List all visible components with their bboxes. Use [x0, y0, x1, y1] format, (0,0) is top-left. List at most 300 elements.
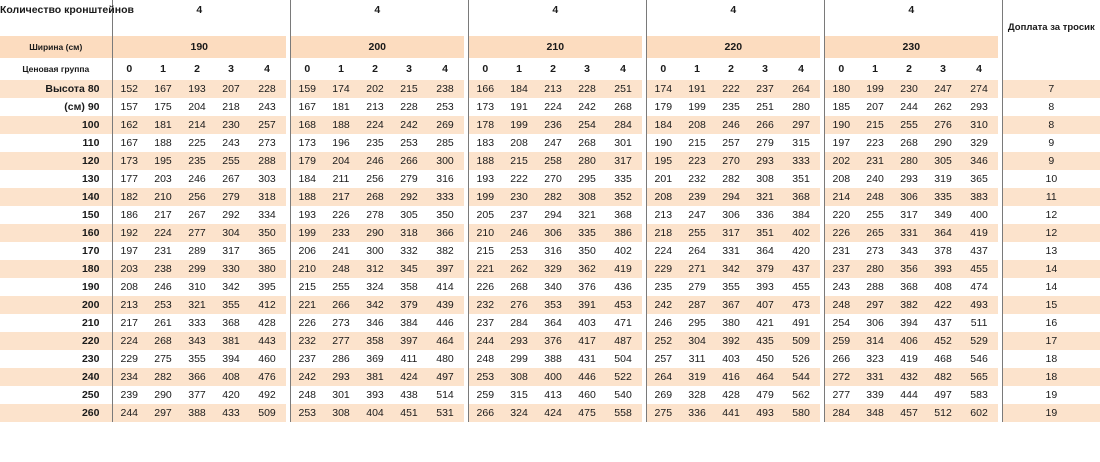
- table-row: [0, 134, 1100, 152]
- price-cell: 450: [756, 353, 774, 365]
- price-cell: 273: [332, 317, 350, 329]
- block-gap: [998, 58, 1002, 80]
- price-cell: 167: [146, 80, 180, 98]
- table-row: [0, 296, 1100, 314]
- price-cell: 335: [614, 173, 632, 185]
- price-cell: 287: [680, 296, 714, 314]
- price-cell: 386: [604, 224, 642, 242]
- price-cell: 406: [892, 332, 926, 350]
- price-cell: 277: [824, 386, 858, 404]
- price-cell: 210: [290, 260, 324, 278]
- price-cell: 282: [536, 188, 570, 206]
- price-cell: 329: [536, 260, 570, 278]
- price-cell: 529: [960, 332, 998, 350]
- price-cell: 420: [222, 389, 240, 401]
- price-cell: 226: [332, 209, 350, 221]
- price-cell: 152: [112, 80, 146, 98]
- price-cell: 180: [824, 80, 858, 98]
- bracket-count: 4: [468, 0, 642, 36]
- price-cell: 237: [290, 350, 324, 368]
- price-cell: 179: [646, 98, 680, 116]
- price-cell: 306: [722, 209, 740, 221]
- price-cell: 362: [570, 260, 604, 278]
- price-cell: 191: [680, 80, 714, 98]
- price-cell: 308: [756, 173, 774, 185]
- table-row: [0, 368, 1100, 386]
- price-cell: 208: [680, 116, 714, 134]
- price-group: 0: [646, 58, 680, 80]
- table-row: [0, 206, 1100, 224]
- price-cell: 368: [900, 281, 918, 293]
- price-cell: 264: [688, 245, 706, 257]
- price-cell: 366: [180, 368, 214, 386]
- price-cell: 376: [578, 281, 596, 293]
- price-cell: 286: [332, 353, 350, 365]
- price-cell: 324: [366, 281, 384, 293]
- price-cell: 304: [680, 332, 714, 350]
- price-cell: 408: [214, 368, 248, 386]
- bracket-count: 4: [646, 0, 820, 36]
- price-cell: 268: [510, 281, 528, 293]
- table-row: [0, 278, 1100, 296]
- price-cell: 350: [248, 224, 286, 242]
- price-cell: 178: [468, 116, 502, 134]
- price-cell: 358: [400, 281, 418, 293]
- price-cell: 422: [926, 296, 960, 314]
- price-cell: 457: [892, 404, 926, 422]
- price-cell: 232: [468, 296, 502, 314]
- height-label: 220: [0, 332, 112, 350]
- price-cell: 261: [154, 317, 172, 329]
- price-cell: 493: [960, 296, 998, 314]
- price-cell: 476: [248, 368, 286, 386]
- extra-cost-cell: 7: [1002, 80, 1100, 98]
- price-cell: 256: [180, 188, 214, 206]
- price-cell: 431: [578, 353, 596, 365]
- price-cell: 218: [222, 101, 240, 113]
- price-group: 0: [112, 58, 146, 80]
- price-cell: 531: [426, 404, 464, 422]
- price-cell: 293: [324, 368, 358, 386]
- height-label: 230: [81, 353, 100, 365]
- table-row: [0, 170, 1100, 188]
- price-cell: 369: [366, 353, 384, 365]
- price-cell: 246: [358, 152, 392, 170]
- price-cell: 394: [222, 353, 240, 365]
- price-cell: 159: [290, 80, 324, 98]
- price-cell: 188: [468, 152, 502, 170]
- price-cell: 197: [824, 134, 858, 152]
- price-cell: 308: [502, 368, 536, 386]
- price-cell: 193: [290, 206, 324, 224]
- price-cell: 292: [392, 188, 426, 206]
- price-cell: 310: [188, 281, 206, 293]
- price-cell: 315: [510, 389, 528, 401]
- price-cell: 321: [578, 209, 596, 221]
- price-cell: 277: [324, 332, 358, 350]
- price-cell: 235: [180, 152, 214, 170]
- price-cell: 580: [782, 404, 820, 422]
- width-value: 210: [468, 36, 642, 58]
- price-group: 2: [550, 63, 556, 75]
- price-cell: 364: [544, 317, 562, 329]
- price-cell: 262: [502, 260, 536, 278]
- price-group: 3: [406, 63, 412, 75]
- price-cell: 504: [614, 353, 632, 365]
- price-cell: 184: [646, 116, 680, 134]
- price-cell: 351: [748, 224, 782, 242]
- price-cell: 254: [824, 314, 858, 332]
- price-cell: 473: [782, 296, 820, 314]
- price-cell: 428: [722, 389, 740, 401]
- table-row: [0, 242, 1100, 260]
- price-cell: 493: [748, 404, 782, 422]
- price-cell: 332: [400, 245, 418, 257]
- price-cell: 544: [782, 368, 820, 386]
- price-cell: 277: [180, 224, 214, 242]
- price-cell: 215: [502, 152, 536, 170]
- price-cell: 392: [714, 332, 748, 350]
- price-cell: 244: [468, 332, 502, 350]
- price-cell: 546: [970, 353, 988, 365]
- extra-cost-cell: 14: [1002, 260, 1100, 278]
- price-cell: 282: [146, 368, 180, 386]
- extra-cost-cell: 11: [1002, 188, 1100, 206]
- price-cell: 437: [934, 317, 952, 329]
- price-cell: 228: [570, 80, 604, 98]
- price-cell: 306: [536, 224, 570, 242]
- price-cell: 255: [892, 116, 926, 134]
- table-row: [0, 224, 1100, 242]
- price-cell: 342: [358, 296, 392, 314]
- price-cell: 509: [248, 404, 286, 422]
- price-cell: 402: [614, 245, 632, 257]
- price-cell: 391: [570, 296, 604, 314]
- extra-cost-cell: 19: [1002, 386, 1100, 404]
- price-cell: 224: [544, 101, 562, 113]
- price-cell: 247: [544, 137, 562, 149]
- price-cell: 256: [366, 173, 384, 185]
- price-cell: 321: [180, 296, 214, 314]
- width-value: 230: [824, 36, 998, 58]
- price-cell: 514: [436, 389, 454, 401]
- price-cell: 522: [604, 368, 642, 386]
- price-cell: 195: [646, 152, 680, 170]
- price-cell: 274: [960, 80, 998, 98]
- price-cell: 220: [824, 206, 858, 224]
- price-cell: 331: [892, 224, 926, 242]
- height-label: 260: [0, 404, 112, 422]
- price-cell: 384: [400, 317, 418, 329]
- table-row: [0, 80, 1100, 98]
- table-row: [0, 152, 1100, 170]
- price-cell: 317: [714, 224, 748, 242]
- price-cell: 255: [680, 224, 714, 242]
- price-cell: 368: [222, 317, 240, 329]
- price-cell: 259: [824, 332, 858, 350]
- price-cell: 233: [324, 224, 358, 242]
- price-cell: 355: [722, 281, 740, 293]
- price-group: 2: [372, 63, 378, 75]
- price-cell: 280: [858, 260, 892, 278]
- price-cell: 203: [112, 260, 146, 278]
- price-cell: 432: [892, 368, 926, 386]
- price-cell: 223: [680, 152, 714, 170]
- height-label: 140: [0, 188, 112, 206]
- price-cell: 294: [714, 188, 748, 206]
- price-cell: 340: [544, 281, 562, 293]
- height-label: 130: [81, 173, 100, 185]
- price-cell: 226: [824, 224, 858, 242]
- price-cell: 400: [970, 209, 988, 221]
- price-cell: 213: [366, 101, 384, 113]
- bracket-count: 4: [290, 0, 464, 36]
- price-cell: 323: [866, 353, 884, 365]
- price-cell: 487: [604, 332, 642, 350]
- price-cell: 355: [214, 296, 248, 314]
- price-cell: 356: [892, 260, 926, 278]
- height-label: 210: [81, 317, 100, 329]
- price-cell: 205: [468, 206, 502, 224]
- price-cell: 310: [960, 116, 998, 134]
- price-cell: 235: [366, 137, 384, 149]
- price-cell: 288: [248, 152, 286, 170]
- price-cell: 257: [646, 350, 680, 368]
- price-cell: 190: [824, 116, 858, 134]
- price-cell: 230: [892, 80, 926, 98]
- price-cell: 303: [258, 173, 276, 185]
- price-cell: 248: [290, 386, 324, 404]
- price-cell: 381: [214, 332, 248, 350]
- price-cell: 315: [792, 137, 810, 149]
- price-cell: 377: [188, 389, 206, 401]
- price-cell: 188: [324, 116, 358, 134]
- price-cell: 268: [578, 137, 596, 149]
- price-cell: 350: [436, 209, 454, 221]
- price-cell: 204: [324, 152, 358, 170]
- price-cell: 244: [112, 404, 146, 422]
- price-cell: 367: [714, 296, 748, 314]
- price-cell: 301: [614, 137, 632, 149]
- price-cell: 314: [858, 332, 892, 350]
- price-cell: 173: [112, 152, 146, 170]
- extra-cost-cell: 13: [1002, 242, 1100, 260]
- price-group: 3: [584, 63, 590, 75]
- price-cell: 400: [536, 368, 570, 386]
- price-cell: 299: [180, 260, 214, 278]
- price-cell: 166: [468, 80, 502, 98]
- price-group: 0: [468, 58, 502, 80]
- price-cell: 269: [426, 116, 464, 134]
- price-cell: 196: [332, 137, 350, 149]
- price-group: 1: [338, 63, 344, 75]
- price-cell: 324: [502, 404, 536, 422]
- extra-cost-cell: 12: [1002, 206, 1100, 224]
- price-cell: 403: [578, 317, 596, 329]
- price-cell: 179: [290, 152, 324, 170]
- price-cell: 306: [866, 317, 884, 329]
- price-cell: 241: [332, 245, 350, 257]
- price-cell: 383: [960, 188, 998, 206]
- price-cell: 397: [392, 332, 426, 350]
- price-cell: 346: [366, 317, 384, 329]
- price-cell: 279: [756, 137, 774, 149]
- price-cell: 202: [358, 80, 392, 98]
- price-cell: 300: [426, 152, 464, 170]
- price-cell: 316: [436, 173, 454, 185]
- price-cell: 215: [858, 116, 892, 134]
- price-cell: 279: [688, 281, 706, 293]
- price-cell: 353: [536, 296, 570, 314]
- price-cell: 339: [866, 389, 884, 401]
- price-cell: 393: [366, 389, 384, 401]
- price-cell: 215: [290, 278, 324, 296]
- price-cell: 446: [436, 317, 454, 329]
- price-cell: 208: [824, 170, 858, 188]
- price-cell: 255: [332, 281, 350, 293]
- header-group-row: [0, 58, 1100, 80]
- price-cell: 228: [400, 101, 418, 113]
- price-cell: 254: [570, 116, 604, 134]
- price-cell: 393: [756, 281, 774, 293]
- price-cell: 221: [468, 260, 502, 278]
- price-cell: 247: [926, 80, 960, 98]
- price-cell: 273: [258, 137, 276, 149]
- price-cell: 193: [468, 170, 502, 188]
- price-cell: 185: [824, 98, 858, 116]
- price-cell: 437: [782, 260, 820, 278]
- price-cell: 491: [792, 317, 810, 329]
- price-cell: 441: [714, 404, 748, 422]
- price-cell: 248: [824, 296, 858, 314]
- width-label: Ширина (см): [0, 36, 112, 58]
- extra-cost-cell: 9: [1002, 152, 1100, 170]
- price-cell: 509: [782, 332, 820, 350]
- price-cell: 279: [400, 173, 418, 185]
- price-cell: 417: [570, 332, 604, 350]
- price-cell: 199: [858, 80, 892, 98]
- price-cell: 247: [688, 209, 706, 221]
- price-cell: 351: [792, 173, 810, 185]
- price-cell: 455: [960, 260, 998, 278]
- price-cell: 451: [392, 404, 426, 422]
- price-cell: 316: [544, 245, 562, 257]
- price-cell: 231: [824, 242, 858, 260]
- price-cell: 404: [358, 404, 392, 422]
- extra-cost-cell: 12: [1002, 224, 1100, 242]
- price-cell: 232: [688, 173, 706, 185]
- price-cell: 438: [400, 389, 418, 401]
- price-cell: 497: [934, 389, 952, 401]
- price-group: 1: [872, 63, 878, 75]
- price-cell: 305: [926, 152, 960, 170]
- extra-cost-cell: 18: [1002, 350, 1100, 368]
- height-label: 190: [81, 281, 100, 293]
- price-cell: 215: [688, 137, 706, 149]
- price-cell: 319: [680, 368, 714, 386]
- price-cell: 439: [426, 296, 464, 314]
- price-cell: 364: [926, 224, 960, 242]
- price-cell: 497: [426, 368, 464, 386]
- price-cell: 203: [154, 173, 172, 185]
- price-cell: 204: [188, 101, 206, 113]
- price-cell: 223: [866, 137, 884, 149]
- price-cell: 284: [824, 404, 858, 422]
- price-cell: 248: [324, 260, 358, 278]
- price-cell: 335: [570, 224, 604, 242]
- price-cell: 213: [536, 80, 570, 98]
- price-group: 4: [264, 63, 270, 75]
- price-cell: 239: [112, 386, 146, 404]
- price-cell: 264: [782, 80, 820, 98]
- price-cell: 275: [154, 353, 172, 365]
- price-cell: 252: [646, 332, 680, 350]
- price-cell: 276: [502, 296, 536, 314]
- price-cell: 376: [536, 332, 570, 350]
- price-cell: 349: [934, 209, 952, 221]
- price-cell: 293: [900, 173, 918, 185]
- price-cell: 262: [934, 101, 952, 113]
- price-cell: 234: [112, 368, 146, 386]
- price-cell: 246: [502, 224, 536, 242]
- price-cell: 188: [290, 188, 324, 206]
- price-cell: 268: [358, 188, 392, 206]
- price-cell: 253: [436, 101, 454, 113]
- price-cell: 244: [900, 101, 918, 113]
- price-cell: 308: [570, 188, 604, 206]
- price-cell: 317: [222, 245, 240, 257]
- price-cell: 208: [112, 278, 146, 296]
- price-cell: 331: [722, 245, 740, 257]
- price-cell: 238: [146, 260, 180, 278]
- extra-cost-cell: 19: [1002, 404, 1100, 422]
- price-cell: 511: [970, 317, 988, 329]
- price-cell: 162: [112, 116, 146, 134]
- price-cell: 317: [604, 152, 642, 170]
- price-cell: 251: [604, 80, 642, 98]
- price-cell: 512: [926, 404, 960, 422]
- price-cell: 452: [926, 332, 960, 350]
- price-cell: 278: [366, 209, 384, 221]
- price-cell: 199: [502, 116, 536, 134]
- price-cell: 243: [258, 101, 276, 113]
- price-cell: 229: [646, 260, 680, 278]
- price-cell: 235: [722, 101, 740, 113]
- price-group: 4: [798, 63, 804, 75]
- price-cell: 411: [400, 353, 418, 365]
- price-group: 1: [160, 63, 166, 75]
- price-cell: 229: [112, 350, 146, 368]
- table-row: [0, 404, 1100, 422]
- price-cell: 199: [688, 101, 706, 113]
- price-cell: 242: [392, 116, 426, 134]
- price-cell: 290: [358, 224, 392, 242]
- price-cell: 279: [214, 188, 248, 206]
- price-cell: 355: [188, 353, 206, 365]
- price-cell: 365: [258, 245, 276, 257]
- price-cell: 299: [510, 353, 528, 365]
- price-cell: 352: [604, 188, 642, 206]
- price-cell: 272: [824, 368, 858, 386]
- price-cell: 269: [646, 386, 680, 404]
- price-cell: 280: [570, 152, 604, 170]
- price-cell: 368: [782, 188, 820, 206]
- price-cell: 177: [112, 170, 146, 188]
- header-count-row: [0, 0, 1100, 36]
- price-cell: 268: [614, 101, 632, 113]
- price-cell: 211: [332, 173, 350, 185]
- height-label: (см) 90: [64, 101, 100, 113]
